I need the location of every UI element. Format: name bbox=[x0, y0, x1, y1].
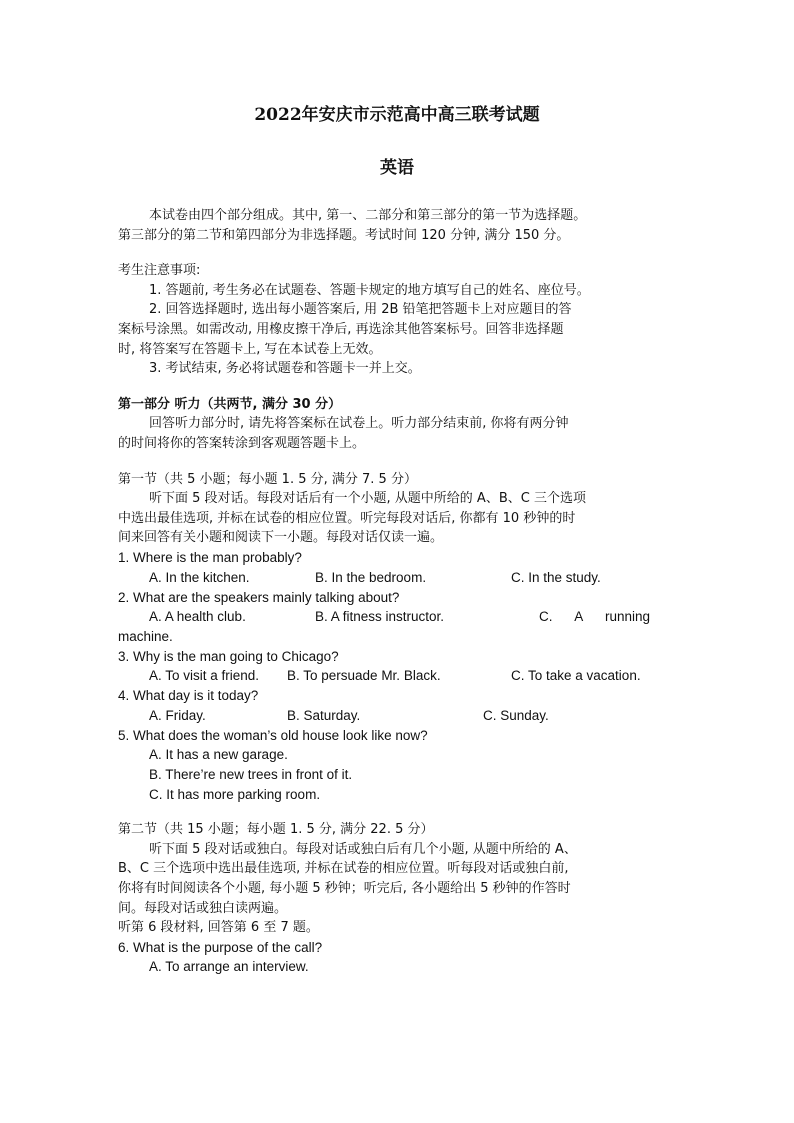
option-a: A. A health club. bbox=[149, 609, 246, 625]
question-1: 1. Where is the man probably? bbox=[118, 549, 302, 565]
section1-heading: 第一节（共 5 小题；每小题 1. 5 分, 满分 7. 5 分） bbox=[118, 471, 417, 487]
option-b: B. To persuade Mr. Black. bbox=[287, 668, 441, 684]
notice-heading: 考生注意事项: bbox=[118, 263, 201, 279]
option-a: A. To arrange an interview. bbox=[149, 959, 309, 975]
section2-desc: 听下面 5 段对话或独白。每段对话或独白后有几个小题, 从题中所给的 A、 bbox=[149, 841, 577, 857]
section2-desc: 你将有时间阅读各个小题, 每小题 5 秒钟；听完后, 各小题给出 5 秒钟的作答时 bbox=[118, 881, 571, 897]
subject-title: 英语 bbox=[380, 158, 414, 178]
question-4: 4. What day is it today? bbox=[118, 688, 259, 704]
option-b: B. A fitness instructor. bbox=[315, 609, 445, 625]
section2-desc: 间。每段对话或独白读两遍。 bbox=[118, 900, 288, 916]
option-a: A. To visit a friend. bbox=[149, 668, 260, 684]
notice-item: 3. 考试结束, 务必将试题卷和答题卡一并上交。 bbox=[149, 361, 421, 377]
option-b: B. In the bedroom. bbox=[315, 569, 427, 585]
option-a: A. In the kitchen. bbox=[149, 569, 250, 585]
option-b: B. Saturday. bbox=[287, 707, 361, 723]
intro-line: 第三部分的第二节和第四部分为非选择题。考试时间 120 分钟, 满分 150 分。 bbox=[118, 227, 570, 243]
option-c: C. To take a vacation. bbox=[511, 668, 641, 684]
section1-desc: 间来回答有关小题和阅读下一小题。每段对话仅读一遍。 bbox=[118, 530, 444, 546]
exam-title: 2022年安庆市示范高中高三联考试题 bbox=[254, 105, 540, 125]
option-a: A. Friday. bbox=[149, 707, 206, 723]
notice-item: 1. 答题前, 考生务必在试题卷、答题卡规定的地方填写自己的姓名、座位号。 bbox=[149, 282, 590, 298]
question-3: 3. Why is the man going to Chicago? bbox=[118, 648, 339, 664]
part1-desc: 的时间将你的答案转涂到客观题答题卡上。 bbox=[118, 435, 366, 451]
section1-desc: 听下面 5 段对话。每段对话后有一个小题, 从题中所给的 A、B、C 三个选项 bbox=[149, 491, 586, 507]
notice-item: 案标号涂黑。如需改动, 用橡皮擦干净后, 再选涂其他答案标号。回答非选择题 bbox=[118, 321, 564, 337]
notice-item: 2. 回答选择题时, 选出每小题答案后, 用 2B 铅笔把答题卡上对应题目的答 bbox=[149, 302, 572, 318]
option-c-continued: machine. bbox=[118, 629, 173, 645]
question-6: 6. What is the purpose of the call? bbox=[118, 939, 323, 955]
section2-desc: B、C 三个选项中选出最佳选项, 并标在试卷的相应位置。听每段对话或独白前, bbox=[118, 861, 569, 877]
option-c: C. It has more parking room. bbox=[149, 786, 321, 802]
section2-heading: 第二节（共 15 小题；每小题 1. 5 分, 满分 22. 5 分） bbox=[118, 822, 434, 838]
question-5: 5. What does the woman’s old house look like now? bbox=[118, 727, 428, 743]
exam-body bbox=[118, 206, 674, 977]
notice-item: 时, 将答案写在答题卡上, 写在本试卷上无效。 bbox=[118, 341, 382, 357]
options-1 bbox=[118, 568, 674, 588]
option-c: C. In the study. bbox=[511, 569, 601, 585]
option-a: A. It has a new garage. bbox=[149, 747, 288, 763]
options-3 bbox=[118, 666, 674, 686]
option-c: C. A running bbox=[539, 609, 651, 625]
intro-line: 本试卷由四个部分组成。其中, 第一、二部分和第三部分的第一节为选择题。 bbox=[149, 208, 587, 223]
options-4 bbox=[118, 706, 674, 726]
material-instruction: 听第 6 段材料, 回答第 6 至 7 题。 bbox=[118, 920, 319, 936]
option-c: C. Sunday. bbox=[483, 707, 549, 723]
section1-desc: 中选出最佳选项, 并标在试卷的相应位置。听完每段对话后, 你都有 10 秒钟的时 bbox=[118, 510, 576, 526]
options-2 bbox=[118, 607, 674, 627]
question-2: 2. What are the speakers mainly talking about? bbox=[118, 589, 400, 605]
option-b: B. There’re new trees in front of it. bbox=[149, 767, 353, 783]
part1-heading: 第一部分 听力（共两节, 满分 30 分） bbox=[118, 396, 342, 412]
part1-desc: 回答听力部分时, 请先将答案标在试卷上。听力部分结束前, 你将有两分钟 bbox=[149, 416, 569, 432]
